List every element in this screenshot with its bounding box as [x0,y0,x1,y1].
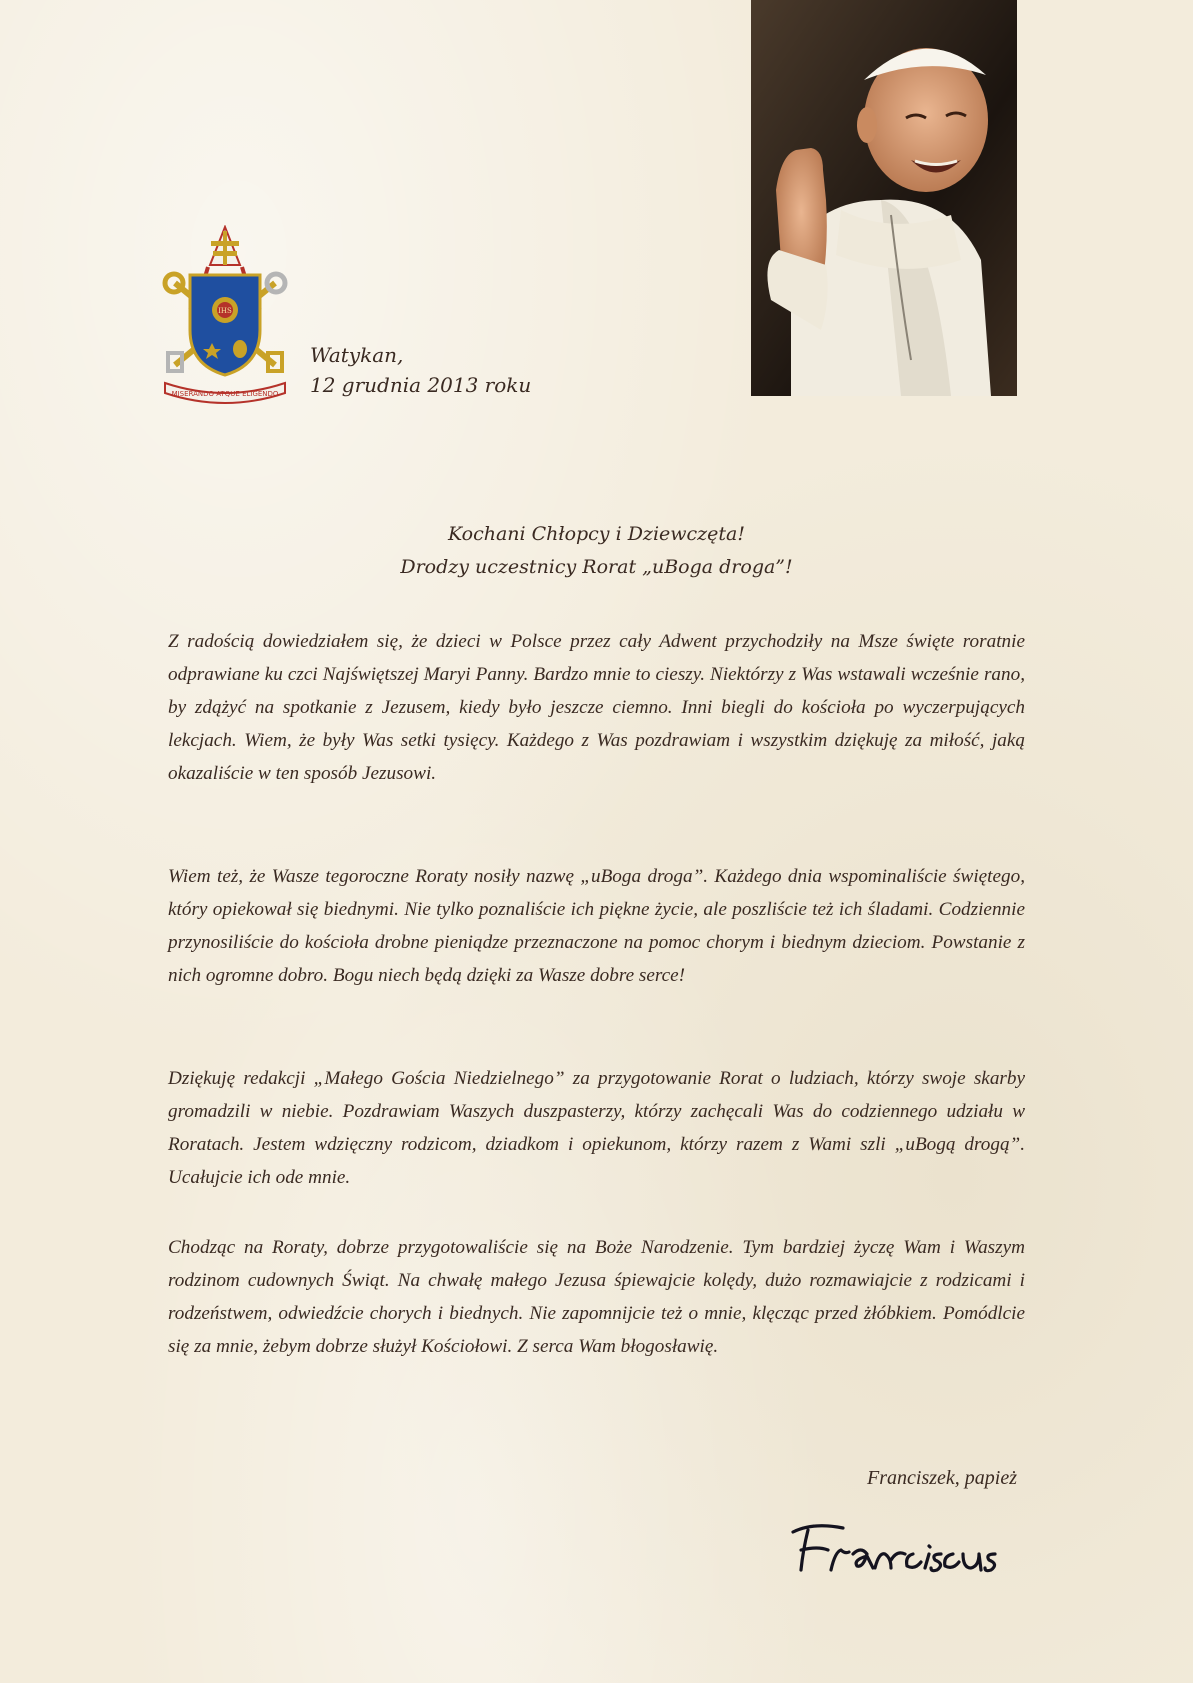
body-paragraph-2: Wiem też, że Wasze tegoroczne Roraty nosiły nazwę „uBoga droga”. Każdego dnia wspominaliście świętego, który opiekował się biednymi. Nie tylko poznaliście ich piękne życie, ale poszliście też ich śladami. Codziennie przynosiliście do kościoła drobne pieniądze przeznaczone na pomoc chorym i biednym dzieciom. Powstanie z nich ogromne dobro. Bogu niech będą dzięki za Wasze dobre serce! [168,866,1025,986]
closing-name: Franciszek, papież [867,1467,1017,1489]
pope-portrait-image [751,0,1017,396]
svg-text:IHS: IHS [218,307,232,315]
place-text: Watykan, [310,343,404,367]
handwritten-signature [783,1510,1023,1580]
place-date-block [310,340,531,400]
salutation [168,518,1025,584]
salutation-line-2: Drodzy uczestnicy Rorat „uBoga droga”! [400,556,793,578]
salutation-line-1: Kochani Chłopcy i Dziewczęta! [447,523,746,545]
pope-photo [751,0,1017,396]
body-paragraph-3: Dziękuję redakcji „Małego Gościa Niedzielnego” za przygotowanie Rorat o ludziach, którzy swoje skarby gromadzili w niebie. Pozdrawiam Waszych duszpasterzy, którzy zachęcali Was do codziennego udziału w Roratach. Jestem wdzięczny rodzicom, dziadkom i opiekunom, którzy razem z Wami szli „uBogą drogą”. Ucałujcie ich ode mnie. [168,1068,1025,1188]
papal-coat-of-arms-icon [160,225,290,405]
body-paragraph-1: Z radością dowiedziałem się, że dzieci w Polsce przez cały Adwent przychodziły na Msze święte roratnie odprawiane ku czci Najświętszej Maryi Panny. Bardzo mnie to cieszy. Niektórzy z Was wstawali wcześnie rano, by zdążyć na spotkanie z Jezusem, kiedy było jeszcze ciemno. Inni biegli do kościoła po wyczerpujących lekcjach. Wiem, że były Was setki tysięcy. Każdego z Was pozdrawiam i wszystkim dziękuję za miłość, jaką okazaliście w ten sposób Jezusowi. [168,631,1025,784]
date-text: 12 grudnia 2013 roku [310,373,532,397]
svg-text:MISERANDO ATQUE ELIGENDO: MISERANDO ATQUE ELIGENDO [171,390,279,398]
body-paragraph-4: Chodząc na Roraty, dobrze przygotowaliście się na Boże Narodzenie. Tym bardziej życzę Wam i Waszym rodzinom cudownych Świąt. Na chwałę małego Jezusa śpiewajcie kolędy, dużo rozmawiajcie z rodzicami i rodzeństwem, odwiedźcie chorych i biednych. Nie zapomnijcie też o mnie, klęcząc przed żłóbkiem. Pomódlcie się za mnie, żebym dobrze służył Kościołowi. Z serca Wam błogosławię. [168,1237,1025,1357]
